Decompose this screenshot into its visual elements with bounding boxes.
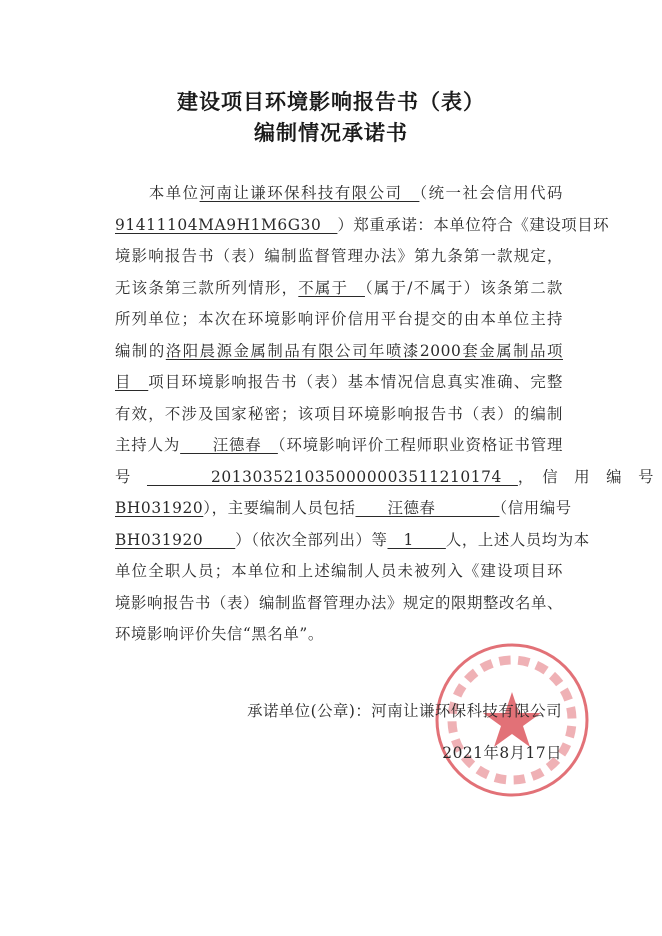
body-text: 单位全职人员；本单位和上述编制人员未被列入《建设项目环 [115, 562, 563, 580]
body-text: 本单位 [115, 184, 200, 202]
body-line [115, 556, 563, 588]
body-text: 主持人为 [115, 436, 181, 454]
body-line [115, 367, 563, 399]
body-line [115, 430, 563, 462]
body-text: 环境影响评价失信“黑名单”。 [115, 625, 324, 643]
body-line [115, 588, 563, 620]
signature-label: 承诺单位(公章)：河南让谦环保科技有限公司 [247, 702, 562, 720]
filled-field: 汪德春 [180, 436, 278, 454]
body-line [115, 493, 572, 525]
body-text: （信用编号 [499, 499, 572, 517]
body-text: 人，上述人员均为本 [445, 530, 590, 549]
document-title-line2: 编制情况承诺书 [254, 121, 408, 145]
signature-date: 2021年8月17日 [442, 744, 562, 762]
document-title-line1: 建设项目环境影响报告书（表） [177, 90, 485, 114]
filled-field: 目 [115, 373, 149, 391]
filled-field: BH031920 [115, 530, 236, 549]
body-line [115, 273, 563, 305]
body-line [115, 178, 563, 210]
body-line [115, 304, 563, 336]
filled-field: 洛阳晨源金属制品有限公司年喷漆2000套金属制品项 [165, 341, 563, 360]
body-text: 所列单位；本次在环境影响评价信用平台提交的由本单位主持 [115, 310, 563, 328]
body-text: 无该条第三款所列情形， [115, 278, 299, 297]
body-text: 项目环境影响报告书（表）基本情况信息真实准确、完整 [148, 373, 563, 391]
body-line [115, 241, 563, 273]
commitment-body [115, 178, 655, 651]
body-line [115, 462, 655, 494]
body-text: 有效，不涉及国家秘密；该项目环境影响报告书（表）的编制 [115, 404, 563, 423]
body-text: ）（依次全部列出）等 [235, 530, 388, 549]
filled-field: 汪德春 [355, 499, 500, 517]
body-line [115, 525, 590, 557]
body-text: 号 [115, 467, 147, 486]
filled-field: 河南让谦环保科技有限公司 [199, 184, 420, 202]
body-line [115, 210, 610, 242]
body-text: （属于/不属于）该条第二款 [364, 278, 563, 297]
body-text: 境影响报告书（表）编制监督管理办法》规定的限期整改名单、 [115, 593, 563, 612]
filled-field: BH031920 [115, 499, 204, 517]
body-line [115, 336, 563, 368]
filled-field: 不属于 [298, 278, 365, 297]
body-text: ）郑重承诺：本单位符合《建设项目环 [337, 215, 610, 234]
body-text: 编制的 [115, 341, 166, 360]
body-text: ， 信 用 编 号 [517, 467, 655, 486]
filled-field: 1 [387, 530, 446, 549]
filled-field: 2013035210350000003511210174 [146, 467, 518, 486]
body-text: 境影响报告书（表）编制监督管理办法》第九条第一款规定， [115, 247, 563, 265]
body-line [115, 399, 563, 431]
body-text: （统一社会信用代码 [419, 184, 563, 202]
body-text: ），主要编制人员包括 [203, 499, 356, 517]
body-text: （环境影响评价工程师职业资格证书管理 [277, 436, 563, 454]
filled-field: 91411104MA9H1M6G30 [115, 215, 338, 234]
